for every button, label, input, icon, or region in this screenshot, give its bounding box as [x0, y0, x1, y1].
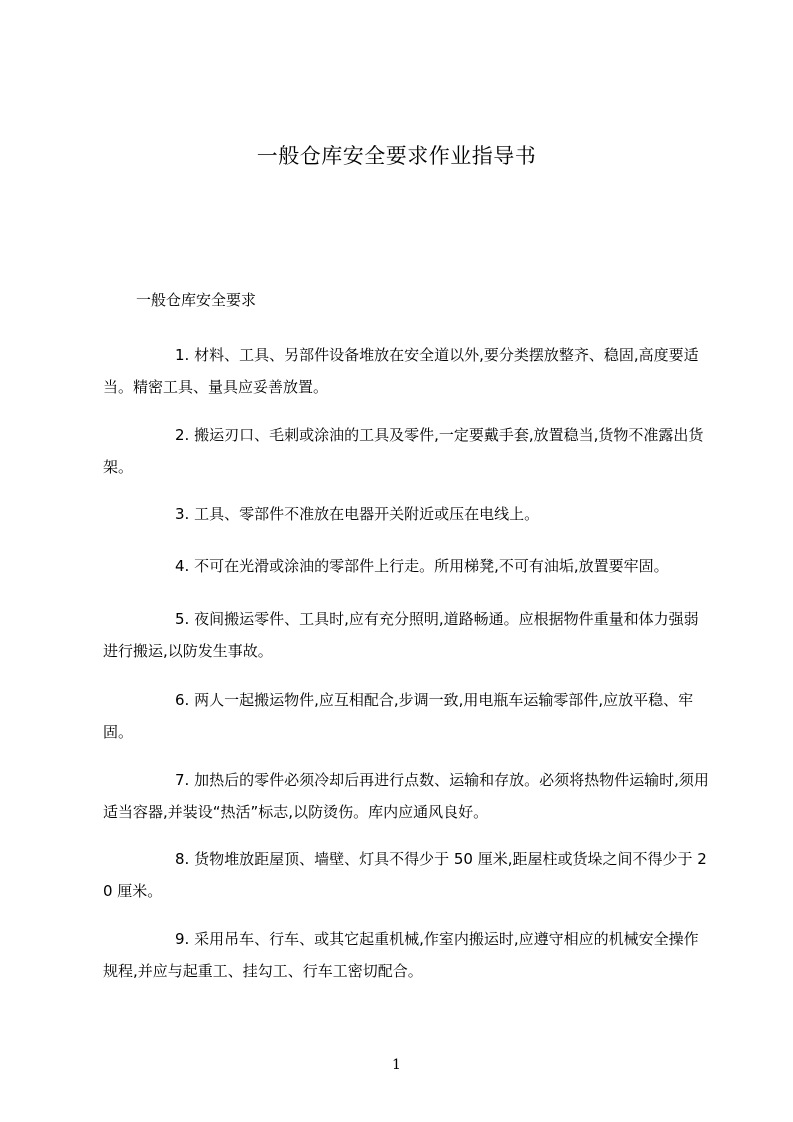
list-item-number: 2. — [175, 426, 190, 444]
list-item-text: 工具、零部件不准放在电器开关附近或压在电线上。 — [194, 505, 540, 523]
list-item — [103, 923, 713, 987]
list-item-text: 搬运刃口、毛刺或涂油的工具及零件,一定要戴手套,放置稳当,货物不准露出货架。 — [103, 426, 704, 476]
list-item-text: 材料、工具、另部件设备堆放在安全道以外,要分类摆放整齐、稳固,高度要适当。精密工具、量具应妥善放置。 — [103, 346, 699, 396]
list-item-text: 夜间搬运零件、工具时,应有充分照明,道路畅通。应根据物件重量和体力强弱进行搬运,以防发生事故。 — [103, 610, 699, 660]
list-item-number: 6. — [175, 691, 190, 709]
list-item-text: 不可在光滑或涂油的零部件上行走。所用梯凳,不可有油垢,放置要牢固。 — [194, 557, 669, 575]
list-item-number: 8. — [175, 850, 190, 868]
list-item-number: 4. — [175, 557, 190, 575]
list-item-number: 3. — [175, 505, 190, 523]
list-item-text: 货物堆放距屋顶、墙壁、灯具不得少于 50 厘米,距屋柱或货垛之间不得少于 20 厘米。 — [103, 850, 707, 900]
list-item-text: 采用吊车、行车、或其它起重机械,作室内搬运时,应遵守相应的机械安全操作规程,并应与起重工、挂勾工、行车工密切配合。 — [103, 930, 699, 980]
list-item — [103, 550, 713, 582]
list-item-number: 9. — [175, 930, 190, 948]
list-item — [103, 498, 713, 530]
list-item — [103, 603, 713, 667]
list-item-number: 7. — [175, 771, 190, 789]
list-item — [103, 339, 713, 403]
list-item — [103, 843, 713, 907]
list-item-text: 加热后的零件必须冷却后再进行点数、运输和存放。必须将热物件运输时,须用适当容器,并装设“热活”标志,以防烫伤。库内应通风良好。 — [103, 771, 709, 821]
list-item-number: 1. — [175, 346, 190, 364]
list-item — [103, 684, 713, 748]
list-item-text: 两人一起搬运物件,应互相配合,步调一致,用电瓶车运输零部件,应放平稳、牢固。 — [103, 691, 694, 741]
list-item — [103, 764, 713, 828]
section-heading: 一般仓库安全要求 — [136, 291, 257, 309]
document-title: 一般仓库安全要求作业指导书 — [256, 144, 537, 168]
list-item — [103, 419, 713, 483]
page-number: 1 — [392, 1057, 401, 1073]
list-item-number: 5. — [175, 610, 190, 628]
